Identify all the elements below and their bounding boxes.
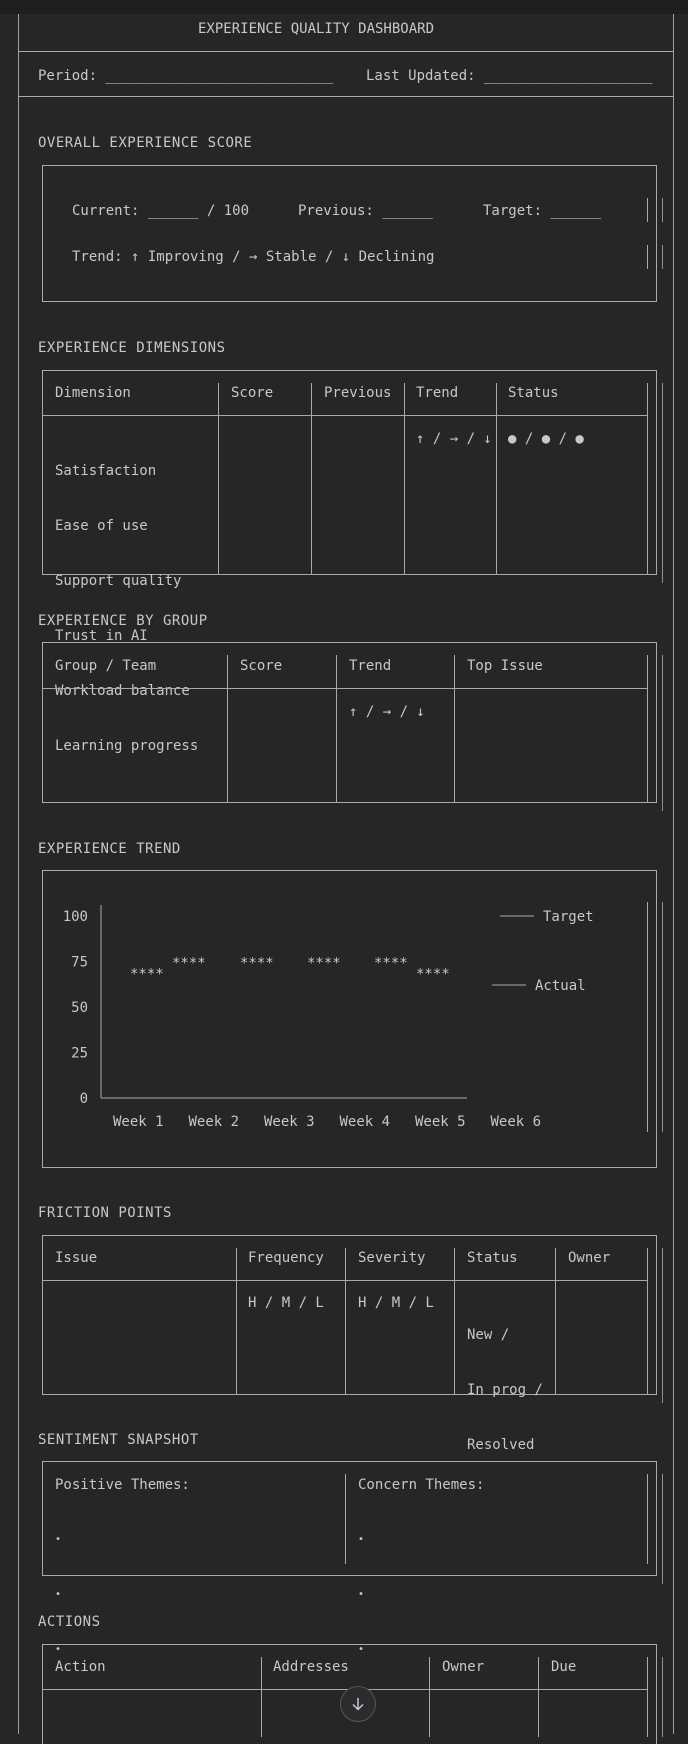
positive-bullets: • • • [55,1534,62,1655]
positive-themes-label: Positive Themes: [55,1477,190,1493]
dimensions-title: EXPERIENCE DIMENSIONS [38,340,226,356]
trend-title: EXPERIENCE TREND [38,841,181,857]
dimensions-header-dimension: Dimension [55,385,131,401]
overall-score-title: OVERALL EXPERIENCE SCORE [38,135,253,151]
groups-header-top-issue: Top Issue [467,658,543,674]
scroll-down-button[interactable] [340,1686,376,1722]
dimensions-status-hint: ● / ● / ● [508,431,584,447]
actual-data-point: **** [240,955,274,972]
friction-header-owner: Owner [568,1250,611,1266]
legend-actual-label: Actual [535,978,586,994]
groups-trend-hint: ↑ / → / ↓ [349,704,425,720]
concern-bullets: • • • [358,1534,365,1655]
actions-header-due: Due [551,1659,577,1675]
dimension-row-label: Support quality [55,573,182,589]
actions-title: ACTIONS [38,1614,101,1630]
page-title: EXPERIENCE QUALITY DASHBOARD [198,21,435,37]
dimensions-header-previous: Previous [324,385,392,401]
dimensions-header-trend: Trend [416,385,459,401]
x-tick-label: Week 1 [113,1114,164,1130]
dimensions-trend-hint: ↑ / → / ↓ [416,431,492,447]
friction-status-hint: New / In prog / Resolved [467,1327,543,1453]
friction-header-frequency: Frequency [248,1250,324,1266]
legend-target-label: Target [543,909,594,925]
dimensions-header-status: Status [508,385,559,401]
dimension-row-label: Workload balance [55,683,190,699]
arrow-down-icon [350,1696,366,1712]
x-tick-label: Week 4 [339,1114,391,1130]
friction-header-status: Status [467,1250,518,1266]
y-tick-label: 50 [71,1000,88,1016]
y-tick-label: 100 [62,909,88,925]
groups-header-trend: Trend [349,658,392,674]
concern-themes-label: Concern Themes: [358,1477,485,1493]
actual-data-point: **** [307,955,341,972]
groups-header-score: Score [240,658,283,674]
friction-header-issue: Issue [55,1250,98,1266]
actual-data-point: **** [172,955,206,972]
friction-table [42,1235,657,1395]
dimension-row-label: Ease of use [55,518,148,534]
score-trend: Trend: ↑ Improving / → Stable / ↓ Declining [72,249,435,265]
dimensions-header-score: Score [231,385,274,401]
period-field: Period: ___________________________ [38,68,334,84]
friction-header-severity: Severity [358,1250,426,1266]
friction-frequency-hint: H / M / L [248,1295,324,1311]
friction-severity-hint: H / M / L [358,1295,434,1311]
x-tick-label: Week 6 [490,1114,542,1130]
friction-title: FRICTION POINTS [38,1205,172,1221]
actual-data-point: **** [416,966,450,983]
y-tick-label: 0 [79,1091,88,1107]
last-updated-field: Last Updated: ____________________ [366,68,653,84]
x-tick-label: Week 5 [415,1114,466,1130]
x-tick-label: Week 2 [188,1114,240,1130]
previous-score: Previous: ______ [298,203,433,219]
actions-header-action: Action [55,1659,106,1675]
sentiment-title: SENTIMENT SNAPSHOT [38,1432,199,1448]
actual-data-point: **** [374,955,408,972]
dimension-row-label: Trust in AI [55,628,148,644]
dimension-row-label: Satisfaction [55,463,157,479]
actions-header-owner: Owner [442,1659,485,1675]
x-tick-label: Week 3 [264,1114,315,1130]
actions-header-addresses: Addresses [273,1659,349,1675]
actual-data-point: **** [130,966,164,983]
dimension-row-label: Learning progress [55,738,199,754]
groups-header-group: Group / Team [55,658,157,674]
groups-title: EXPERIENCE BY GROUP [38,613,208,629]
y-tick-label: 25 [71,1045,88,1062]
target-score: Target: ______ [483,203,602,219]
y-tick-label: 75 [71,954,88,971]
current-score: Current: ______ / 100 [72,203,250,219]
